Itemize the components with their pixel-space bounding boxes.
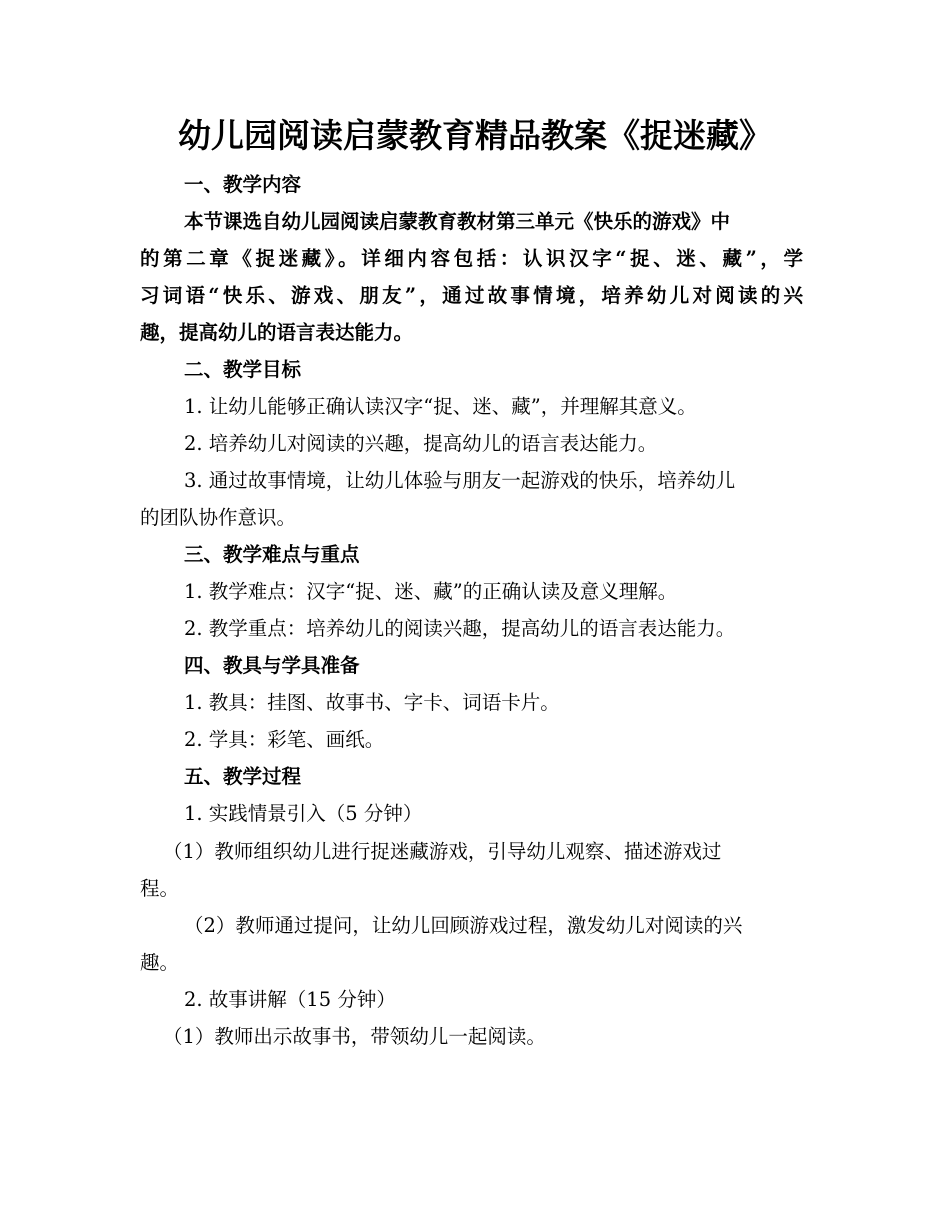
paragraph-line: 趣，提高幼儿的语言表达能力。 — [140, 321, 414, 344]
section-heading-goals: 二、教学目标 — [184, 358, 302, 381]
list-item: 2. 故事讲解（15 分钟） — [184, 988, 396, 1011]
list-item: 1. 实践情景引入（5 分钟） — [184, 802, 423, 825]
section-heading-process: 五、教学过程 — [184, 765, 302, 788]
sub-list-item: （2）教师通过提问，让幼儿回顾游戏过程，激发幼儿对阅读的兴 — [184, 914, 743, 937]
paragraph-line: 的第二章《捉迷藏》。详细内容包括：认识汉字“捉、迷、藏”，学 — [140, 247, 803, 270]
list-item: 1. 教具：挂图、故事书、字卡、词语卡片。 — [184, 691, 560, 714]
list-item: 2. 教学重点：培养幼儿的阅读兴趣，提高幼儿的语言表达能力。 — [184, 617, 736, 640]
list-item: 2. 学具：彩笔、画纸。 — [184, 728, 385, 751]
list-item: 2. 培养幼儿对阅读的兴趣，提高幼儿的语言表达能力。 — [184, 432, 658, 455]
document-title: 幼儿园阅读启蒙教育精品教案《捉迷藏》 — [178, 116, 772, 155]
section-heading-difficulties: 三、教学难点与重点 — [184, 543, 360, 566]
sub-list-item: （1）教师组织幼儿进行捉迷藏游戏，引导幼儿观察、描述游戏过 — [163, 840, 722, 863]
sub-list-item-continuation: 程。 — [140, 877, 180, 900]
paragraph-line: 习词语“快乐、游戏、朋友”，通过故事情境，培养幼儿对阅读的兴 — [140, 284, 803, 307]
list-item: 1. 让幼儿能够正确认读汉字“捉、迷、藏”，并理解其意义。 — [184, 395, 697, 418]
list-item: 1. 教学难点：汉字“捉、迷、藏”的正确认读及意义理解。 — [184, 580, 678, 603]
section-heading-materials: 四、教具与学具准备 — [184, 654, 360, 677]
sub-list-item-continuation: 趣。 — [140, 951, 180, 974]
paragraph-line: 本节课选自幼儿园阅读启蒙教育教材第三单元《快乐的游戏》中 — [184, 210, 731, 233]
list-item-continuation: 的团队协作意识。 — [140, 506, 297, 529]
sub-list-item: （1）教师出示故事书，带领幼儿一起阅读。 — [163, 1025, 546, 1048]
section-heading-content: 一、教学内容 — [184, 173, 302, 196]
list-item: 3. 通过故事情境，让幼儿体验与朋友一起游戏的快乐，培养幼儿 — [184, 469, 736, 492]
